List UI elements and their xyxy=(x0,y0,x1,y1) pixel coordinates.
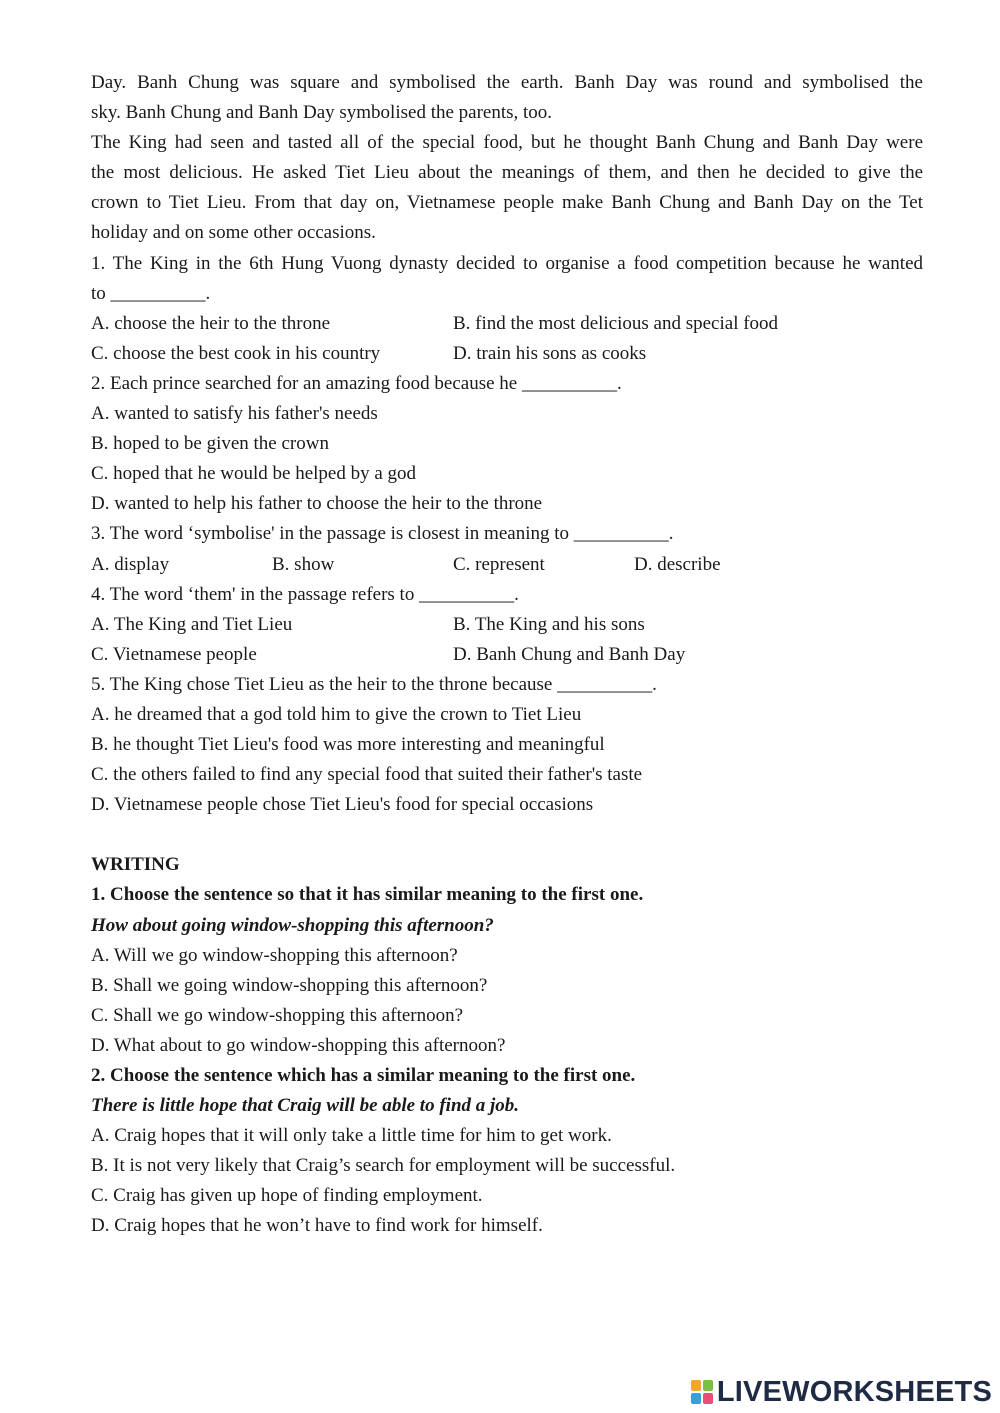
answer-option[interactable]: B. show xyxy=(272,553,335,575)
passage-line: holiday and on some other occasions. xyxy=(91,222,376,244)
answer-option[interactable]: B. find the most delicious and special food xyxy=(453,312,779,334)
worksheet-page xyxy=(91,68,923,1242)
question-stem: 3. The word ‘symbolise' in the passage is closest in meaning to __________. xyxy=(91,523,674,545)
answer-option[interactable]: B. hoped to be given the crown xyxy=(91,433,329,455)
answer-option[interactable]: B. he thought Tiet Lieu's food was more interesting and meaningful xyxy=(91,734,605,756)
answer-option[interactable]: A. Will we go window-shopping this afternoon? xyxy=(91,944,458,966)
writing-section xyxy=(91,850,923,1241)
writing-instruction: 2. Choose the sentence which has a similar meaning to the first one. xyxy=(91,1065,636,1086)
question-stem: 5. The King chose Tiet Lieu as the heir to the throne because __________. xyxy=(91,673,657,695)
reading-passage xyxy=(91,68,923,249)
reading-question-1 xyxy=(91,249,923,369)
answer-option[interactable]: D. describe xyxy=(634,553,721,575)
answer-option[interactable]: B. Shall we going window-shopping this afternoon? xyxy=(91,974,488,996)
reading-question-3 xyxy=(91,519,923,579)
writing-prompt: There is little hope that Craig will be able to find a job. xyxy=(91,1095,520,1117)
writing-prompt: How about going window-shopping this afternoon? xyxy=(91,914,494,936)
section-heading: WRITING xyxy=(91,854,180,876)
answer-option[interactable]: A. Craig hopes that it will only take a little time for him to get work. xyxy=(91,1125,612,1147)
question-stem: 2. Each prince searched for an amazing food because he __________. xyxy=(91,372,622,394)
logo-square xyxy=(691,1380,701,1391)
question-stem: 1. The King in the 6th Hung Vuong dynasty decided to organise a food competition because he wanted xyxy=(91,252,923,274)
passage-line: The King had seen and tasted all of the special food, but he thought Banh Chung and Banh Day were xyxy=(91,132,923,154)
section-spacer xyxy=(91,820,923,850)
answer-option[interactable]: B. It is not very likely that Craig’s search for employment will be successful. xyxy=(91,1155,676,1177)
logo-text: LIVEWORKSHEETS xyxy=(716,1376,992,1408)
answer-option[interactable]: C. the others failed to find any special food that suited their father's taste xyxy=(91,764,643,786)
passage-line: the most delicious. He asked Tiet Lieu about the meanings of them, and then he decided to give the xyxy=(91,162,923,184)
answer-option[interactable]: D. Craig hopes that he won’t have to find work for himself. xyxy=(91,1215,543,1237)
reading-question-2 xyxy=(91,369,923,519)
answer-option[interactable]: C. Craig has given up hope of finding employment. xyxy=(91,1185,483,1207)
reading-question-4 xyxy=(91,580,923,670)
passage-line: sky. Banh Chung and Banh Day symbolised the parents, too. xyxy=(91,102,553,124)
passage-line: Day. Banh Chung was square and symbolised the earth. Banh Day was round and symbolised the xyxy=(91,72,923,93)
answer-option[interactable]: D. What about to go window-shopping this afternoon? xyxy=(91,1034,506,1056)
question-stem: 4. The word ‘them' in the passage refers to __________. xyxy=(91,583,519,605)
logo-square xyxy=(691,1393,701,1404)
answer-option[interactable]: C. represent xyxy=(453,553,545,575)
liveworksheets-logo-icon xyxy=(691,1380,713,1404)
answer-option[interactable]: A. choose the heir to the throne xyxy=(91,312,331,334)
writing-instruction: 1. Choose the sentence so that it has similar meaning to the first one. xyxy=(91,884,644,906)
answer-option[interactable]: C. Vietnamese people xyxy=(91,643,257,665)
answer-option[interactable]: C. Shall we go window-shopping this afternoon? xyxy=(91,1004,464,1026)
reading-question-5 xyxy=(91,670,923,820)
question-stem: to __________. xyxy=(91,282,211,304)
logo-square xyxy=(703,1393,713,1404)
answer-option[interactable]: D. train his sons as cooks xyxy=(453,342,647,364)
answer-option[interactable]: A. display xyxy=(91,553,170,575)
answer-option[interactable]: D. wanted to help his father to choose the heir to the throne xyxy=(91,493,543,515)
answer-option[interactable]: C. hoped that he would be helped by a god xyxy=(91,463,417,485)
answer-option[interactable]: D. Banh Chung and Banh Day xyxy=(453,643,686,665)
passage-line: crown to Tiet Lieu. From that day on, Vietnamese people make Banh Chung and Banh Day on the Tet xyxy=(91,192,923,214)
answer-option[interactable]: A. he dreamed that a god told him to give the crown to Tiet Lieu xyxy=(91,703,582,725)
answer-option[interactable]: C. choose the best cook in his country xyxy=(91,342,381,364)
logo-square xyxy=(703,1380,713,1391)
answer-option[interactable]: D. Vietnamese people chose Tiet Lieu's food for special occasions xyxy=(91,794,594,816)
answer-option[interactable]: B. The King and his sons xyxy=(453,613,645,635)
liveworksheets-logo xyxy=(691,1377,992,1407)
answer-option[interactable]: A. wanted to satisfy his father's needs xyxy=(91,403,378,425)
answer-option[interactable]: A. The King and Tiet Lieu xyxy=(91,613,293,635)
